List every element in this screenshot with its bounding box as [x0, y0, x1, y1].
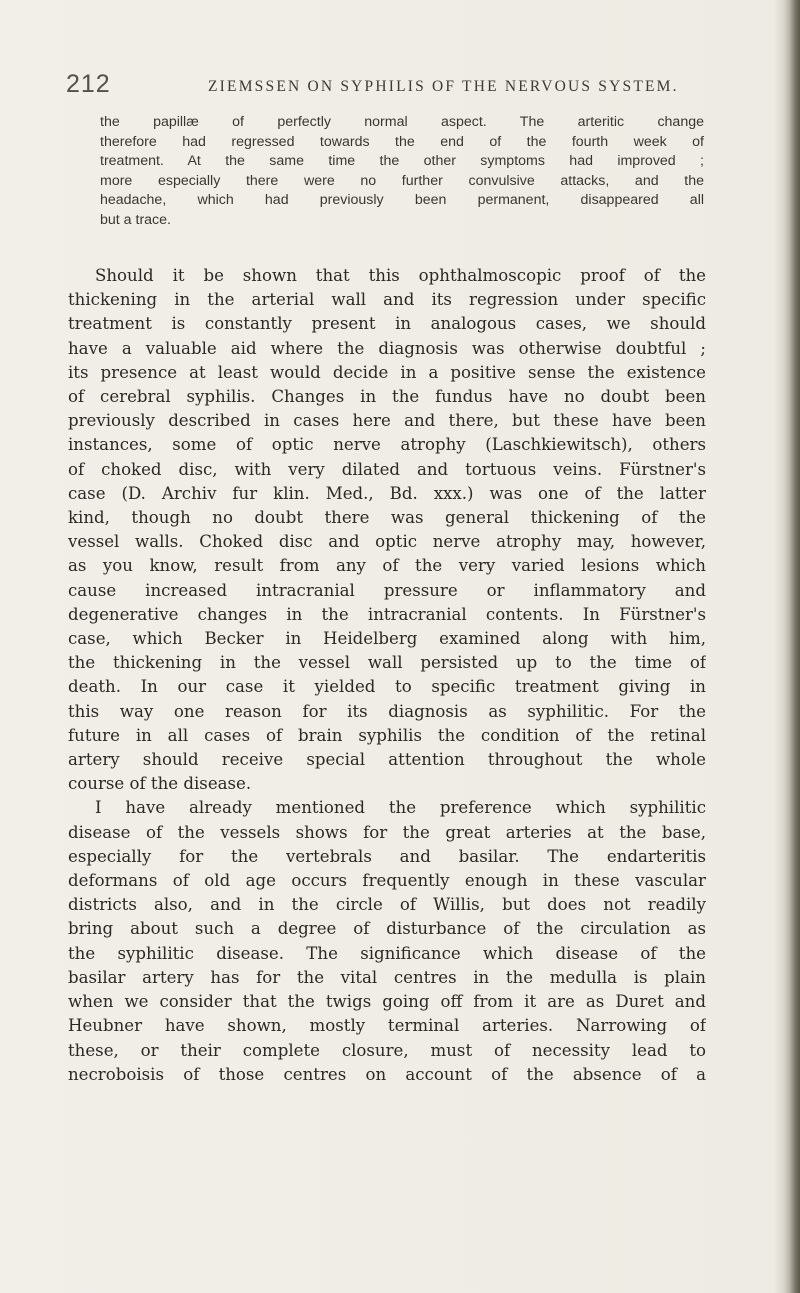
case-report-excerpt — [100, 113, 704, 231]
quote-line: therefore had regressed towards the end of the fourth week of — [100, 133, 704, 150]
text-line: as you know, result from any of the very varied lesions which — [68, 556, 706, 576]
text-line: future in all cases of brain syphilis the condition of the retinal — [68, 725, 706, 745]
text-line: kind, though no doubt there was general thickening of the — [68, 508, 706, 528]
text-line: of cerebral syphilis. Changes in the fundus have no doubt been — [68, 387, 706, 407]
text-line: have a valuable aid where the diagnosis was otherwise doubtful ; — [68, 338, 706, 358]
paragraph-2 — [68, 796, 706, 1086]
text-line: especially for the vertebrals and basilar. The endarteritis — [68, 846, 706, 866]
quote-line: but a trace. — [100, 211, 171, 228]
text-line: this way one reason for its diagnosis as syphilitic. For the — [68, 701, 706, 721]
text-line: degenerative changes in the intracranial contents. In Fürstner's — [68, 604, 706, 624]
quote-line: more especially there were no further convulsive attacks, and the — [100, 172, 704, 189]
text-line: disease of the vessels shows for the great arteries at the base, — [68, 822, 706, 842]
text-line: the syphilitic disease. The significance which disease of the — [68, 943, 706, 963]
body-text — [68, 264, 706, 1087]
text-line: these, or their complete closure, must of necessity lead to — [68, 1040, 706, 1060]
text-line: artery should receive special attention throughout the whole — [68, 750, 706, 770]
quote-line: headache, which had previously been permanent, disappeared all — [100, 192, 704, 209]
quote-line: treatment. At the same time the other symptoms had improved ; — [100, 153, 704, 170]
text-line: instances, some of optic nerve atrophy (Laschkiewitsch), others — [68, 435, 706, 455]
page-number: 212 — [66, 70, 111, 98]
text-line: death. In our case it yielded to specific treatment giving in — [68, 677, 706, 697]
text-line: the thickening in the vessel wall persisted up to the time of — [68, 653, 706, 673]
text-line: cause increased intracranial pressure or inflammatory and — [68, 580, 706, 600]
text-line: Should it be shown that this ophthalmoscopic proof of the — [95, 266, 706, 285]
text-line: its presence at least would decide in a positive sense the existence — [68, 362, 706, 382]
quote-line: the papillæ of perfectly normal aspect. The arteritic change — [100, 114, 704, 130]
text-line: case (D. Archiv fur klin. Med., Bd. xxx.) was one of the latter — [68, 483, 706, 503]
text-line: districts also, and in the circle of Willis, but does not readily — [68, 895, 706, 915]
page-edge-shadow — [774, 0, 784, 1293]
text-line: I have already mentioned the preference which syphilitic — [95, 798, 706, 818]
text-line: necroboisis of those centres on account of the absence of a — [68, 1064, 706, 1084]
binding-edge — [784, 0, 800, 1293]
text-line: vessel walls. Choked disc and optic nerve atrophy may, however, — [68, 532, 706, 552]
text-line: when we consider that the twigs going off from it are as Duret and — [68, 992, 706, 1012]
text-line: treatment is constantly present in analogous cases, we should — [68, 314, 706, 334]
text-line: course of the disease. — [68, 774, 252, 794]
text-line: basilar artery has for the vital centres in the medulla is plain — [68, 967, 706, 987]
text-line: previously described in cases here and there, but these have been — [68, 411, 706, 431]
text-line: deformans of old age occurs frequently enough in these vascular — [68, 871, 706, 891]
text-line: Heubner have shown, mostly terminal arteries. Narrowing of — [68, 1016, 706, 1036]
text-line: bring about such a degree of disturbance of the circulation as — [68, 919, 706, 939]
text-line: case, which Becker in Heidelberg examined along with him, — [68, 629, 706, 649]
text-line: thickening in the arterial wall and its regression under specific — [68, 290, 706, 310]
page-header — [66, 70, 706, 102]
paragraph-1 — [68, 264, 706, 796]
running-head: ZIEMSSEN ON SYPHILIS OF THE NERVOUS SYSTEM. — [208, 78, 679, 95]
text-line: of choked disc, with very dilated and tortuous veins. Fürstner's — [68, 459, 706, 479]
